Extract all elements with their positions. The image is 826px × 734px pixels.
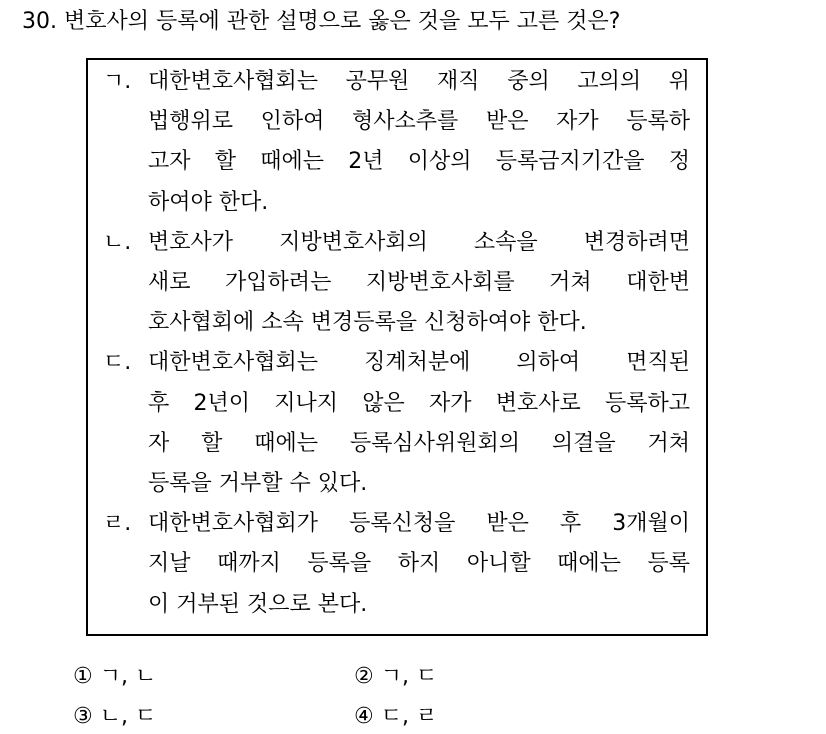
statement-label: ㄷ. [103,350,132,376]
statement-line: 등록을 거부할 수 있다. [148,471,368,496]
statement-label: ㄱ. [103,69,132,94]
choice-1[interactable]: ① ㄱ, ㄴ [73,664,157,689]
statement-label: ㄴ. [103,229,132,255]
statement-line: 호사협회에 소속 변경등록을 신청하여야 한다. [148,310,587,336]
statement-line: 후 2년이 지나지 않은 자가 변호사로 등록하고 [148,390,690,416]
statement-line: 대한변호사협회는 징계처분에 의하여 면직된 [148,350,690,376]
statement-line: 법행위로 인하여 형사소추를 받은 자가 등록하 [148,109,690,135]
statement-line: 지날 때까지 등록을 하지 아니할 때에는 등록 [148,551,690,577]
choice-4[interactable]: ④ ㄷ, ㄹ [354,704,438,729]
statement-label: ㄹ. [103,511,132,537]
statement-line: 하여야 한다. [148,189,269,215]
statement-line: 이 거부된 것으로 본다. [148,591,368,617]
statement-line: 자 할 때에는 등록심사위원회의 의결을 거쳐 [148,430,690,456]
statement-line: 고자 할 때에는 2년 이상의 등록금지기간을 정 [148,149,690,175]
statement-line: 대한변호사협회가 등록신청을 받은 후 3개월이 [148,511,690,537]
question-title: 30. 변호사의 등록에 관한 설명으로 옳은 것을 모두 고른 것은? [22,9,621,34]
choice-2[interactable]: ② ㄱ, ㄷ [354,664,438,689]
statement-line: 새로 가입하려는 지방변호사회를 거쳐 대한변 [148,270,690,295]
statement-line: 대한변호사협회는 공무원 재직 중의 고의의 위 [148,69,690,94]
choice-3[interactable]: ③ ㄴ, ㄷ [73,704,157,729]
statement-line: 변호사가 지방변호사회의 소속을 변경하려면 [148,229,690,255]
